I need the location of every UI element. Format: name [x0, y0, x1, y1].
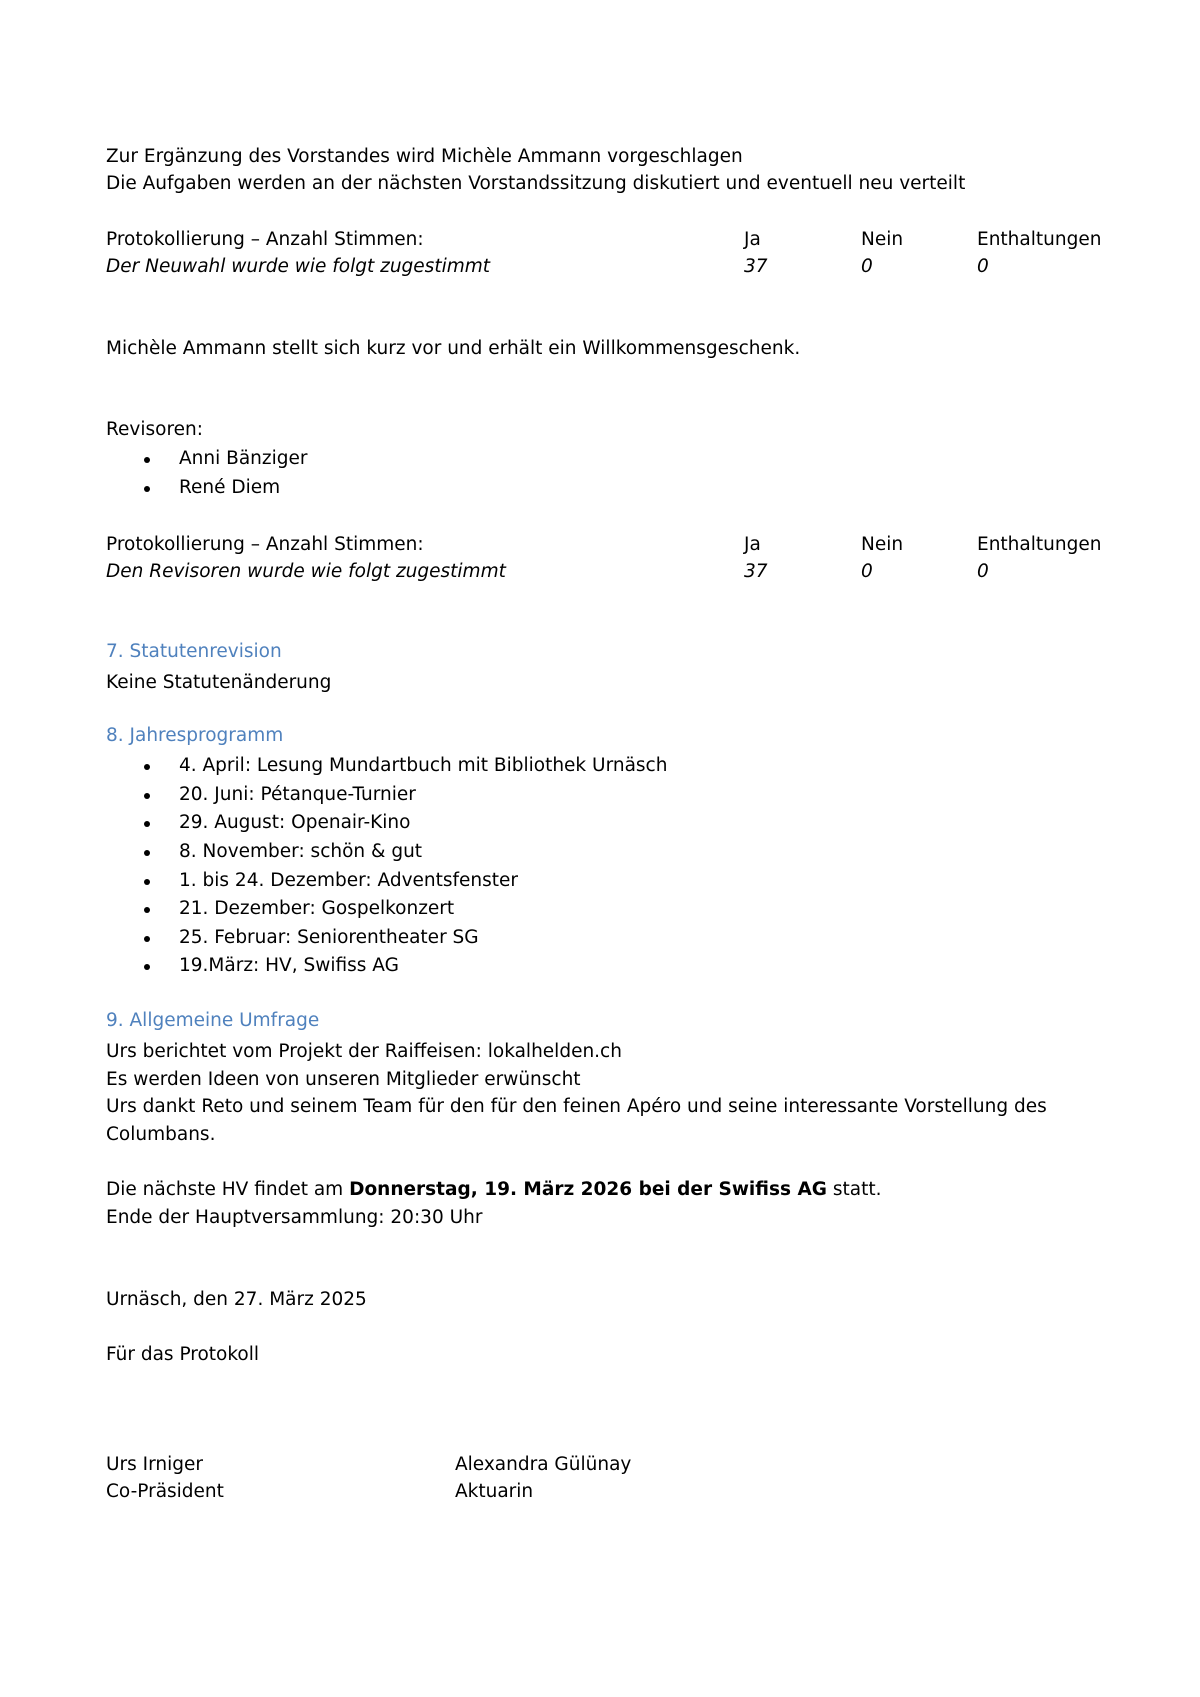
bullet-icon — [144, 764, 150, 770]
bullet-icon — [144, 907, 150, 913]
list-item: René Diem — [179, 477, 281, 498]
auditors-title: Revisoren: — [106, 419, 203, 440]
list-item: Anni Bänziger — [179, 448, 308, 469]
vote-label: Protokollierung – Anzahl Stimmen: — [106, 229, 424, 250]
vote-col-yes: Ja — [744, 534, 761, 555]
list-item: 8. November: schön & gut — [179, 841, 423, 862]
place-date: Urnäsch, den 27. März 2025 — [106, 1289, 367, 1310]
for-protocol: Für das Protokoll — [106, 1344, 260, 1365]
vote-no-count: 0 — [861, 256, 873, 277]
bullet-icon — [144, 457, 150, 463]
vote-abstain-count: 0 — [977, 561, 989, 582]
signatory-name: Urs Irniger — [106, 1454, 203, 1475]
section-heading-statutes: 7. Statutenrevision — [106, 641, 282, 662]
vote-yes-count: 37 — [744, 561, 768, 582]
vote-col-no: Nein — [861, 229, 904, 250]
signatory-role: Aktuarin — [455, 1481, 534, 1502]
vote-label: Protokollierung – Anzahl Stimmen: — [106, 534, 424, 555]
statutes-text: Keine Statutenänderung — [106, 672, 332, 693]
list-item: 21. Dezember: Gospelkonzert — [179, 898, 455, 919]
signatory-role: Co-Präsident — [106, 1481, 224, 1502]
survey-line-4: Columbans. — [106, 1124, 216, 1145]
meeting-end-time: Ende der Hauptversammlung: 20:30 Uhr — [106, 1207, 483, 1228]
vote-abstain-count: 0 — [977, 256, 989, 277]
vote-col-yes: Ja — [744, 229, 761, 250]
list-item: 19.März: HV, Swifiss AG — [179, 955, 399, 976]
list-item: 1. bis 24. Dezember: Adventsfenster — [179, 870, 519, 891]
list-item: 29. August: Openair-Kino — [179, 812, 411, 833]
welcome-text: Michèle Ammann stellt sich kurz vor und erhält ein Willkommensgeschenk. — [106, 338, 801, 359]
next-meeting-prefix: Die nächste HV findet am — [106, 1179, 350, 1200]
survey-line-3: Urs dankt Reto und seinem Team für den für den feinen Apéro und seine interessante Vorstellung des — [106, 1096, 1047, 1117]
signatory-name: Alexandra Gülünay — [455, 1454, 632, 1475]
vote-row-label: Der Neuwahl wurde wie folgt zugestimmt — [106, 256, 491, 277]
bullet-icon — [144, 850, 150, 856]
vote-yes-count: 37 — [744, 256, 768, 277]
list-item: 25. Februar: Seniorentheater SG — [179, 927, 479, 948]
intro-line-2: Die Aufgaben werden an der nächsten Vorstandssitzung diskutiert und eventuell neu verteilt — [106, 173, 966, 194]
list-item: 4. April: Lesung Mundartbuch mit Bibliothek Urnäsch — [179, 755, 668, 776]
bullet-icon — [144, 879, 150, 885]
section-heading-annual-program: 8. Jahresprogramm — [106, 725, 284, 746]
next-meeting-line — [106, 1181, 881, 1200]
survey-line-2: Es werden Ideen von unseren Mitglieder erwünscht — [106, 1069, 581, 1090]
bullet-icon — [144, 936, 150, 942]
section-heading-general-survey: 9. Allgemeine Umfrage — [106, 1010, 320, 1031]
bullet-icon — [144, 486, 150, 492]
vote-col-abstain: Enthaltungen — [977, 534, 1102, 555]
bullet-icon — [144, 821, 150, 827]
intro-line-1: Zur Ergänzung des Vorstandes wird Michèle Ammann vorgeschlagen — [106, 146, 743, 167]
vote-no-count: 0 — [861, 561, 873, 582]
bullet-icon — [144, 793, 150, 799]
next-meeting-date: Donnerstag, 19. März 2026 bei der Swifiss AG — [349, 1179, 827, 1200]
vote-row-label: Den Revisoren wurde wie folgt zugestimmt — [106, 561, 506, 582]
next-meeting-suffix: statt. — [826, 1179, 882, 1200]
vote-col-abstain: Enthaltungen — [977, 229, 1102, 250]
bullet-icon — [144, 964, 150, 970]
list-item: 20. Juni: Pétanque-Turnier — [179, 784, 416, 805]
survey-line-1: Urs berichtet vom Projekt der Raiffeisen: lokalhelden.ch — [106, 1041, 622, 1062]
vote-col-no: Nein — [861, 534, 904, 555]
